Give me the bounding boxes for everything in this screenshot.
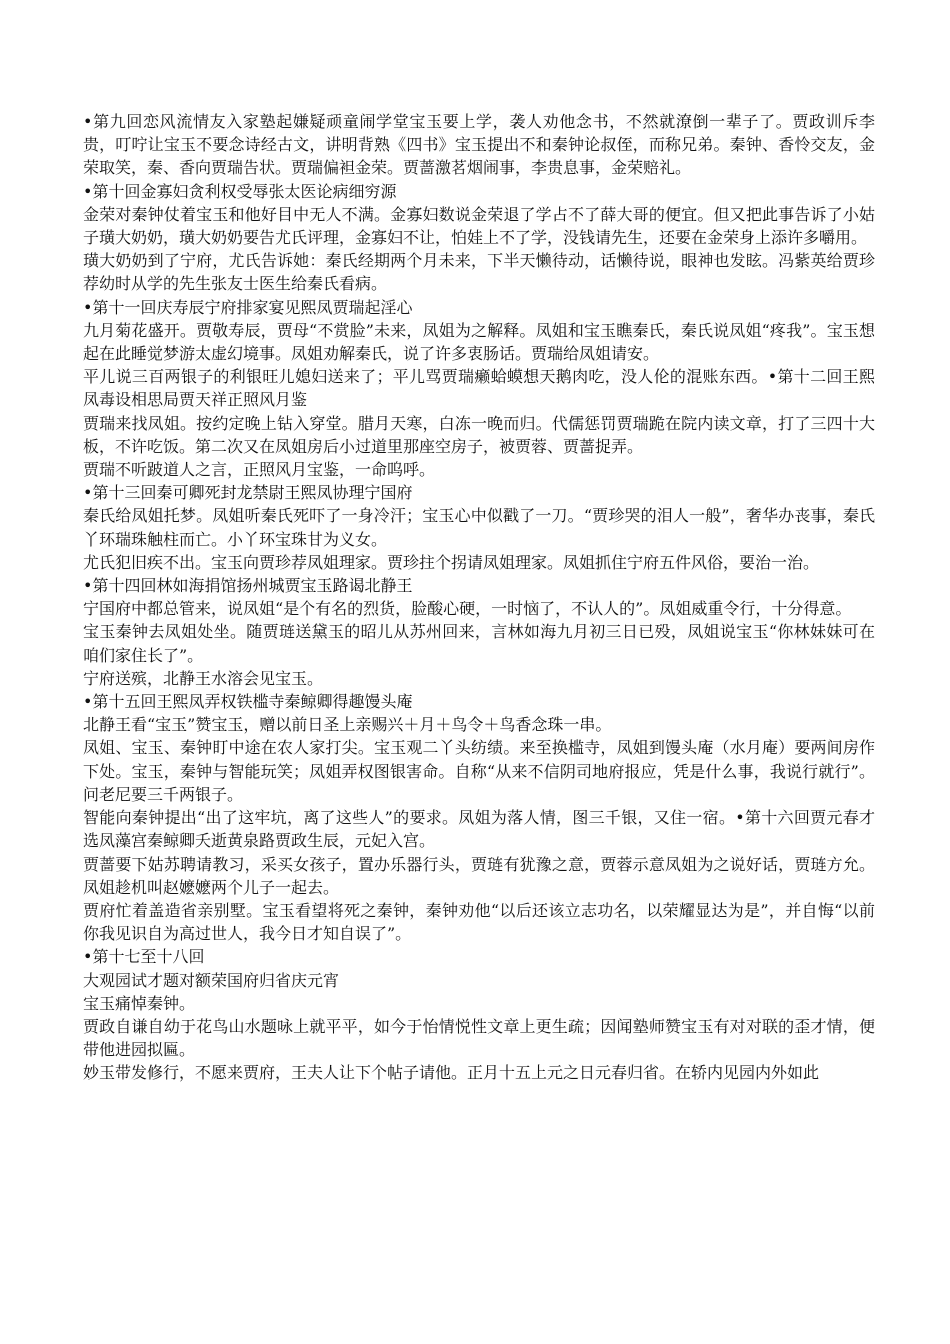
paragraph: 秦氏给凤姐托梦。凤姐听秦氏死吓了一身冷汗；宝玉心中似戳了一刀。“贾珍哭的泪人一般”，奢华办丧事，秦氏丫环瑞珠触柱而亡。小丫环宝珠甘为义女。 bbox=[83, 506, 875, 549]
paragraph: 妙玉带发修行，不愿来贾府，王夫人让下个帖子请他。正月十五上元之日元春归省。在轿内见园内外如此 bbox=[83, 1063, 820, 1083]
paragraph-ch16: 智能向秦钟提出“出了这牢坑，离了这些人”的要求。凤姐为落人情，图三千银，又住一宿。•第十六回贾元春才选凤藻宫秦鲸卿夭逝黄泉路贾政生辰，元妃入宫。 bbox=[83, 808, 875, 851]
paragraph: 宝玉秦钟去凤姐处坐。随贾琏送黛玉的昭儿从苏州回来，言林如海九月初三日已殁，凤姐说宝玉“你林妹妹可在咱们家住长了”。 bbox=[83, 622, 875, 665]
paragraph: 贾瑞不听跛道人之言，正照风月宝鉴，一命呜呼。 bbox=[83, 460, 436, 480]
heading-ch17-18: •第十七至十八回 bbox=[83, 947, 205, 967]
paragraph: 宝玉痛悼秦钟。 bbox=[83, 993, 196, 1013]
heading-ch15: •第十五回王熙凤弄权铁槛寺秦鲸卿得趣馒头庵 bbox=[83, 692, 413, 712]
heading-ch14: •第十四回林如海捐馆扬州城贾宝玉路谒北静王 bbox=[83, 576, 413, 596]
paragraph: 宁府送殡，北静王水溶会见宝玉。 bbox=[83, 668, 324, 688]
paragraph: 璜大奶奶到了宁府，尤氏告诉她：秦氏经期两个月未来，下半天懒待动，话懒待说，眼神也发眩。冯紫英给贾珍荐幼时从学的先生张友士医生给秦氏看病。 bbox=[83, 251, 875, 294]
document-body bbox=[83, 110, 875, 1085]
paragraph-ch9: •第九回恋风流情友入家塾起嫌疑顽童闹学堂宝玉要上学，袭人劝他念书，不然就潦倒一辈子了。贾政训斥李贵，叮咛让宝玉不要念诗经古文，讲明背熟《四书》宝玉提出不和秦钟论叔侄，而称兄弟。秦钟、香怜交友，金荣取笑，秦、香向贾瑞告状。贾瑞偏袒金荣。贾蔷激茗烟闹事，李贵息事，金荣赔礼。 bbox=[83, 112, 875, 178]
paragraph: 金荣对秦钟仗着宝玉和他好目中无人不满。金寡妇数说金荣退了学占不了薛大哥的便宜。但又把此事告诉了小姑子璜大奶奶，璜大奶奶要告尤氏评理，金寡妇不让，怕娃上不了学，没钱请先生，还要在金荣身上添许多嚼用。 bbox=[83, 204, 875, 248]
paragraph: 凤姐、宝玉、秦钟盯中途在农人家打尖。宝玉观二丫头纺绩。来至换槛寺，凤姐到馒头庵（水月庵）要两间房作下处。宝玉，秦钟与智能玩笑；凤姐弄权图银害命。自称“从来不信阴司地府报应，凭是什么事，我说行就行”。问老尼要三千两银子。 bbox=[83, 738, 875, 804]
paragraph: 北静王看“宝玉”赞宝玉，赠以前日圣上亲赐兴＋月＋鸟令＋鸟香念珠一串。 bbox=[83, 715, 612, 735]
paragraph: 尤氏犯旧疾不出。宝玉向贾珍荐凤姐理家。贾珍拄个拐请凤姐理家。凤姐抓住宁府五件风俗，要治一治。 bbox=[83, 552, 820, 572]
paragraph: 九月菊花盛开。贾敬寿辰，贾母“不赏脸”未来，凤姐为之解释。凤姐和宝玉瞧秦氏，秦氏说凤姐“疼我”。宝玉想起在此睡觉梦游太虚幻境事。凤姐劝解秦氏，说了许多衷肠话。贾瑞给凤姐请安。 bbox=[83, 320, 875, 364]
heading-ch13: •第十三回秦可卿死封龙禁尉王熙凤协理宁国府 bbox=[83, 483, 413, 503]
paragraph: 宁国府中都总管来，说凤姐“是个有名的烈货，脸酸心硬，一时恼了，不认人的”。凤姐威重令行，十分得意。 bbox=[83, 599, 852, 619]
heading-ch11: •第十一回庆寿辰宁府排家宴见熙凤贾瑞起淫心 bbox=[83, 297, 413, 317]
paragraph: 贾蔷要下姑苏聘请教习，采买女孩子，置办乐器行头，贾琏有犹豫之意，贾蓉示意凤姐为之说好话，贾琏方允。凤姐趁机叫赵嬷嬷两个儿子一起去。 bbox=[83, 854, 875, 897]
paragraph: 贾政自谦自幼于花鸟山水题咏上就平平，如今于怡情悦性文章上更生疏；因闻塾师赞宝玉有对对联的歪才情，便带他进园拟匾。 bbox=[83, 1016, 875, 1060]
paragraph: 贾瑞来找凤姐。按约定晚上钻入穿堂。腊月天寒，白冻一晚而归。代儒惩罚贾瑞跪在院内读文章，打了三四十大板，不许吃饭。第二次又在凤姐房后小过道里那座空房子，被贾蓉、贾蔷捉弄。 bbox=[83, 413, 875, 456]
paragraph-ch12: 平儿说三百两银子的利银旺儿媳妇送来了；平儿骂贾瑞癞蛤蟆想天鹅肉吃，没人伦的混账东西。•第十二回王熙凤毒设相思局贾天祥正照风月鉴 bbox=[83, 367, 875, 410]
paragraph: 贾府忙着盖造省亲别墅。宝玉看望将死之秦钟，秦钟劝他“以后还该立志功名，以荣耀显达为是”，并自悔“以前你我见识自为高过世人，我今日才知自误了”。 bbox=[83, 900, 875, 944]
heading-ch17-18-title: 大观园试才题对额荣国府归省庆元宵 bbox=[83, 970, 340, 990]
heading-ch10: •第十回金寡妇贪利权受辱张太医论病细穷源 bbox=[83, 181, 397, 201]
